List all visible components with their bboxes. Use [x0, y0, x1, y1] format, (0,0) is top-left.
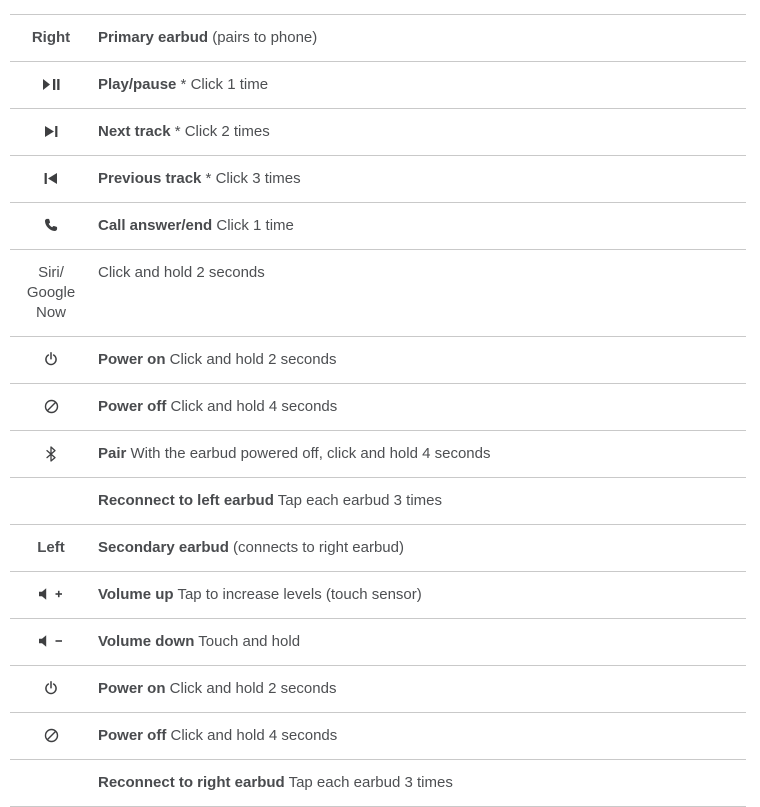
row-label — [10, 263, 92, 323]
table-row — [10, 337, 746, 384]
row-label-text: Left — [37, 539, 65, 556]
description-keyword: Power on — [98, 351, 166, 368]
description-text: (connects to right earbud) — [228, 539, 404, 556]
description-text: (pairs to phone) — [208, 29, 318, 46]
description-keyword: Previous track — [98, 170, 202, 187]
description-text: * Click 2 times — [170, 123, 270, 140]
row-description — [92, 444, 746, 464]
description-text: * Click 1 time — [176, 76, 269, 93]
row-label — [10, 28, 92, 48]
description-text: Click and hold 2 seconds — [98, 264, 265, 281]
row-description — [92, 216, 746, 236]
row-description — [92, 585, 746, 605]
row-description — [92, 491, 746, 511]
description-keyword: Volume down — [98, 633, 195, 650]
description-keyword: Play/pause — [98, 76, 177, 93]
table-row — [10, 109, 746, 156]
description-keyword: Reconnect to left earbud — [98, 492, 274, 509]
bluetooth-icon — [10, 444, 92, 462]
row-label-text: Siri/ Google Now — [26, 264, 76, 321]
description-keyword: Pair — [98, 445, 127, 462]
description-text: Click and hold 4 seconds — [166, 398, 338, 415]
description-text: Tap each earbud 3 times — [284, 774, 453, 791]
table-row — [10, 62, 746, 109]
row-description — [92, 726, 746, 746]
description-text: Click and hold 2 seconds — [165, 680, 337, 697]
power-off-icon — [10, 726, 92, 743]
table-row — [10, 384, 746, 431]
row-description — [92, 538, 746, 558]
next-track-icon — [10, 122, 92, 139]
row-description — [92, 28, 746, 48]
table-row — [10, 250, 746, 337]
row-description — [92, 122, 746, 142]
description-keyword: Power on — [98, 680, 166, 697]
table-row — [10, 431, 746, 478]
description-text: Click 1 time — [212, 217, 294, 234]
description-text: With the earbud powered off, click and hold 4 seconds — [126, 445, 491, 462]
previous-track-icon — [10, 169, 92, 186]
row-description — [92, 773, 746, 793]
description-text: Click and hold 4 seconds — [166, 727, 338, 744]
table-row — [10, 156, 746, 203]
volume-down-icon — [10, 632, 92, 648]
table-row — [10, 666, 746, 713]
power-on-icon — [10, 350, 92, 367]
table-row — [10, 619, 746, 666]
table-row — [10, 713, 746, 760]
row-description — [92, 632, 746, 652]
description-keyword: Reconnect to right earbud — [98, 774, 285, 791]
description-text: Tap to increase levels (touch sensor) — [173, 586, 422, 603]
description-keyword: Secondary earbud — [98, 539, 229, 556]
row-label — [10, 538, 92, 558]
row-description — [92, 350, 746, 370]
row-description — [92, 397, 746, 417]
description-text: Click and hold 2 seconds — [165, 351, 337, 368]
description-text: Touch and hold — [194, 633, 301, 650]
table-row — [10, 572, 746, 619]
description-text: Tap each earbud 3 times — [273, 492, 443, 509]
row-description — [92, 679, 746, 699]
row-description — [92, 75, 746, 95]
table-row — [10, 478, 746, 525]
row-description — [92, 169, 746, 189]
power-on-icon — [10, 679, 92, 696]
play-pause-icon — [10, 75, 92, 92]
description-keyword: Power off — [98, 727, 167, 744]
description-keyword: Power off — [98, 398, 167, 415]
table-row — [10, 203, 746, 250]
call-icon — [10, 216, 92, 232]
description-keyword: Call answer/end — [98, 217, 213, 234]
description-keyword: Primary earbud — [98, 29, 209, 46]
row-description — [92, 263, 746, 283]
power-off-icon — [10, 397, 92, 414]
description-keyword: Volume up — [98, 586, 174, 603]
description-text: * Click 3 times — [201, 170, 301, 187]
table-row — [10, 15, 746, 62]
table-row — [10, 525, 746, 572]
volume-up-icon — [10, 585, 92, 601]
table-row — [10, 760, 746, 807]
row-label-text: Right — [31, 29, 71, 46]
controls-table — [10, 14, 746, 807]
description-keyword: Next track — [98, 123, 171, 140]
